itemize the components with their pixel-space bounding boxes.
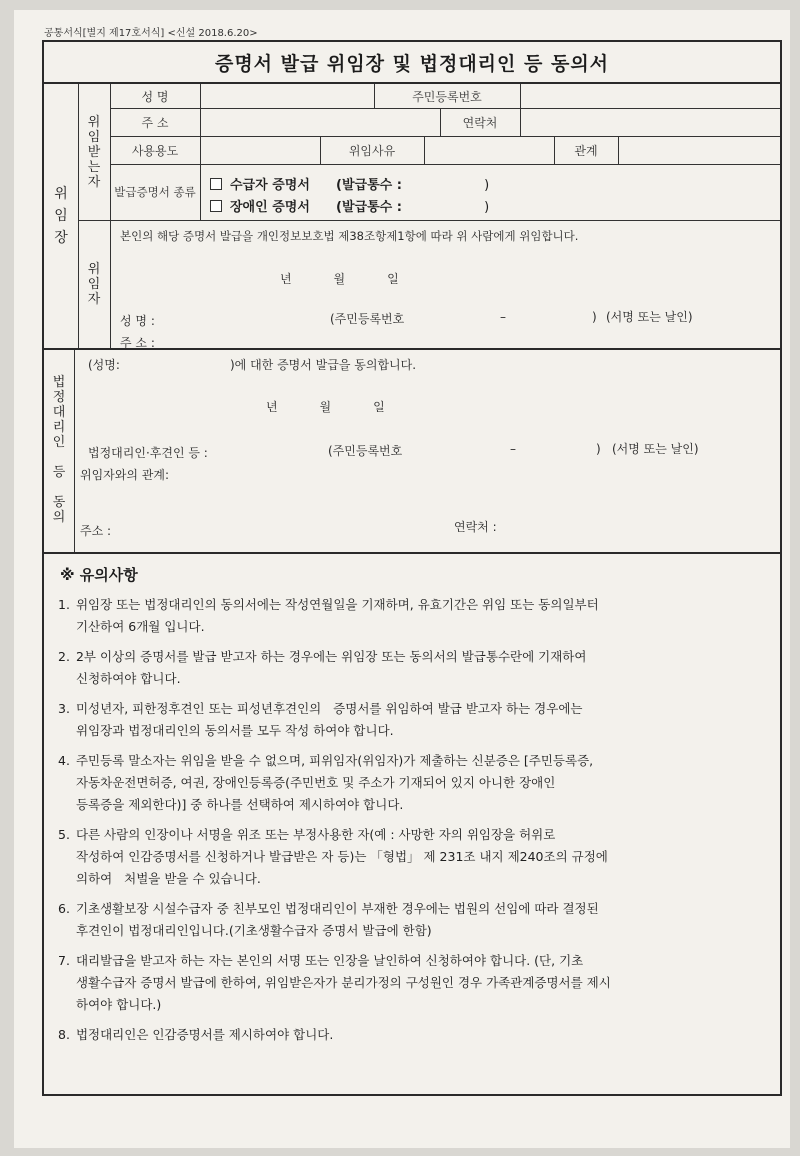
batneunja-char: 받 — [87, 144, 101, 160]
note-line — [58, 972, 768, 994]
option-disability-count-close: ) — [484, 200, 490, 215]
relation-field[interactable] — [619, 136, 779, 164]
name-field[interactable] — [201, 84, 373, 108]
label-relation: 관계 — [574, 143, 598, 158]
legal-date: 년 월 일 — [266, 400, 385, 414]
wiimja-address-label: 주 소 : — [120, 336, 155, 350]
checkbox-recipient-cert[interactable] — [210, 178, 222, 190]
note-line — [58, 950, 768, 972]
legal-rrn-dash: – — [510, 442, 516, 456]
note-number: 6. — [58, 901, 70, 916]
legal-guardian-label: 법정대리인·후견인 등 : — [88, 446, 208, 460]
beopjeong-char: 법 — [52, 375, 66, 390]
note-text: 작성하여 인감증명서를 신청하거나 발급받은 자 등)는 「형법」 제 231조 내지 제240조의 규정에 — [76, 849, 608, 864]
note-line — [58, 920, 768, 942]
note-line — [58, 868, 768, 890]
wiimja-rrn-dash: – — [500, 310, 506, 324]
note-number: 5. — [58, 827, 70, 842]
note-line — [58, 772, 768, 794]
note-text: 위임장 또는 법정대리인의 동의서에는 작성연월일을 기재하며, 유효기간은 위임 또는 동의일부터 — [75, 597, 599, 612]
legal-rrn-close: ) — [596, 442, 601, 456]
batneunja-char: 는 — [87, 159, 101, 175]
note-item — [58, 824, 768, 890]
label-contact: 연락처 — [462, 115, 498, 130]
note-number: 2. — [58, 649, 70, 664]
option-recipient-cert[interactable] — [210, 174, 489, 193]
wiimja-name-label: 성 명 : — [120, 314, 155, 328]
beopjeong-char: 인 — [52, 435, 66, 450]
note-text: 생활수급자 증명서 발급에 한하여, 위임받은자가 분리가정의 구성원인 경우 가족관계증명서를 제시 — [76, 975, 611, 990]
legal-sign-label: (서명 또는 날인) — [612, 442, 699, 456]
contact-field[interactable] — [521, 108, 779, 136]
note-text: 하여야 합니다.) — [76, 997, 162, 1012]
note-number: 7. — [58, 953, 70, 968]
note-line — [58, 616, 768, 638]
legal-contact-label: 연락처 : — [454, 520, 497, 534]
note-number: 3. — [58, 701, 70, 716]
note-text: 위임장과 법정대리인의 동의서를 모두 작성 하여야 합니다. — [76, 723, 394, 738]
note-text: 대리발급을 받고자 하는 자는 본인의 서명 또는 인장을 날인하여 신청하여야 합니다. (단, 기초 — [75, 953, 584, 968]
note-text: 후견인이 법정대리인입니다.(기초생활수급자 증명서 발급에 한함) — [76, 923, 432, 938]
beopjeong-char — [57, 480, 61, 495]
option-recipient-count-label: (발급통수 : — [336, 178, 402, 193]
legal-name-open: (성명: — [88, 358, 120, 372]
note-line — [58, 720, 768, 742]
note-line — [58, 994, 768, 1016]
note-item — [58, 594, 768, 638]
note-number: 1. — [58, 597, 70, 612]
label-rrn: 주민등록번호 — [412, 89, 482, 104]
note-text: 기초생활보장 시설수급자 중 친부모인 법정대리인이 부재한 경우에는 법원의 선임에 따라 결정된 — [75, 901, 599, 916]
option-disability-cert[interactable] — [210, 196, 489, 215]
wiimja-sign-label: (서명 또는 날인) — [606, 310, 693, 324]
batneunja-char: 자 — [87, 174, 101, 190]
wiimja-date: 년 월 일 — [280, 272, 399, 286]
note-number: 4. — [58, 753, 70, 768]
note-line — [58, 1024, 768, 1046]
note-text: 의하여 처벌을 받을 수 있습니다. — [76, 871, 261, 886]
note-line — [58, 646, 768, 668]
option-recipient-label: 수급자 증명서 — [230, 178, 310, 193]
note-text: 법정대리인은 인감증명서를 제시하여야 합니다. — [75, 1027, 334, 1042]
note-item — [58, 750, 768, 816]
note-line — [58, 846, 768, 868]
beopjeong-char: 대 — [52, 405, 66, 420]
section-label-wiimja — [78, 220, 110, 348]
address-field[interactable] — [201, 108, 439, 136]
wiimjang-char: 임 — [54, 208, 68, 224]
wiimja-statement: 본인의 해당 증명서 발급을 개인정보보호법 제38조항제1항에 따라 위 사람에게 위임합니다. — [120, 229, 579, 243]
note-item — [58, 698, 768, 742]
wiimja-char: 임 — [87, 276, 101, 292]
form-frame — [42, 40, 782, 1096]
note-text: 등록증을 제외한다)] 중 하나를 선택하여 제시하여야 합니다. — [76, 797, 404, 812]
note-text: 다른 사람의 인장이나 서명을 위조 또는 부정사용한 자(예 : 사망한 자의 위임장을 허위로 — [75, 827, 556, 842]
note-text: 신청하여야 합니다. — [76, 671, 181, 686]
wiimja-char: 위 — [87, 261, 101, 277]
note-line — [58, 898, 768, 920]
beopjeong-char: 리 — [52, 420, 66, 435]
option-disability-label: 장애인 증명서 — [230, 200, 310, 215]
reason-field[interactable] — [425, 136, 553, 164]
section-label-beopjeong — [44, 348, 74, 552]
note-line — [58, 698, 768, 720]
note-text: 기산하여 6개월 입니다. — [76, 619, 205, 634]
option-disability-count-label: (발급통수 : — [336, 200, 402, 215]
wiimja-rrn-close: ) — [592, 310, 597, 324]
note-item — [58, 646, 768, 690]
label-name: 성 명 — [141, 89, 169, 104]
usage-field[interactable] — [201, 136, 319, 164]
notes-title: ※ 유의사항 — [60, 566, 138, 584]
note-line — [58, 668, 768, 690]
note-item — [58, 898, 768, 942]
beopjeong-char: 등 — [52, 465, 66, 480]
note-line — [58, 750, 768, 772]
note-text: 자동차운전면허증, 여권, 장애인등록증(주민번호 및 주소가 기재되어 있지 아니한 장애인 — [76, 775, 556, 790]
note-number: 8. — [58, 1027, 70, 1042]
section-label-wiimjang — [44, 84, 78, 348]
legal-address-label: 주소 : — [80, 524, 112, 538]
form-title: 증명서 발급 위임장 및 법정대리인 등 동의서 — [44, 42, 780, 84]
beopjeong-char: 의 — [52, 510, 66, 525]
note-text: 주민등록 말소자는 위임을 받을 수 없으며, 피위임자(위임자)가 제출하는 신분증은 [주민등록증, — [75, 753, 594, 768]
note-text: 2부 이상의 증명서를 발급 받고자 하는 경우에는 위임장 또는 동의서의 발급통수란에 기재하여 — [75, 649, 587, 664]
batneunja-char: 위 — [87, 114, 101, 130]
legal-rrn-label: (주민등록번호 — [328, 444, 403, 458]
label-address: 주 소 — [141, 115, 169, 130]
legal-statement: )에 대한 증명서 발급을 동의합니다. — [230, 358, 417, 372]
form-number: 공통서식[별지 제17호서식] <신설 2018.6.20> — [44, 28, 258, 39]
beopjeong-char — [57, 450, 61, 465]
rrn-field[interactable] — [521, 84, 779, 108]
note-item — [58, 950, 768, 1016]
option-recipient-count-close: ) — [484, 178, 490, 193]
checkbox-disability-cert[interactable] — [210, 200, 222, 212]
label-reason: 위임사유 — [348, 143, 396, 158]
wiimjang-char: 위 — [54, 186, 68, 202]
label-usage: 사용용도 — [131, 143, 179, 158]
note-text: 미성년자, 피한정후견인 또는 피성년후견인의 증명서를 위임하여 발급 받고자 하는 경우에는 — [75, 701, 583, 716]
section-label-wiim-batneunja — [78, 84, 110, 220]
beopjeong-char: 동 — [52, 495, 66, 510]
batneunja-char: 임 — [87, 129, 101, 145]
note-line — [58, 794, 768, 816]
wiimja-char: 자 — [87, 291, 101, 307]
wiimja-rrn-label: (주민등록번호 — [330, 312, 405, 326]
note-item — [58, 1024, 768, 1046]
legal-relation-label: 위임자와의 관계: — [80, 468, 170, 482]
beopjeong-char: 정 — [52, 390, 66, 405]
wiimjang-char: 장 — [54, 230, 68, 246]
label-cert-type: 발급증명서 종류 — [114, 185, 196, 199]
note-line — [58, 594, 768, 616]
note-line — [58, 824, 768, 846]
